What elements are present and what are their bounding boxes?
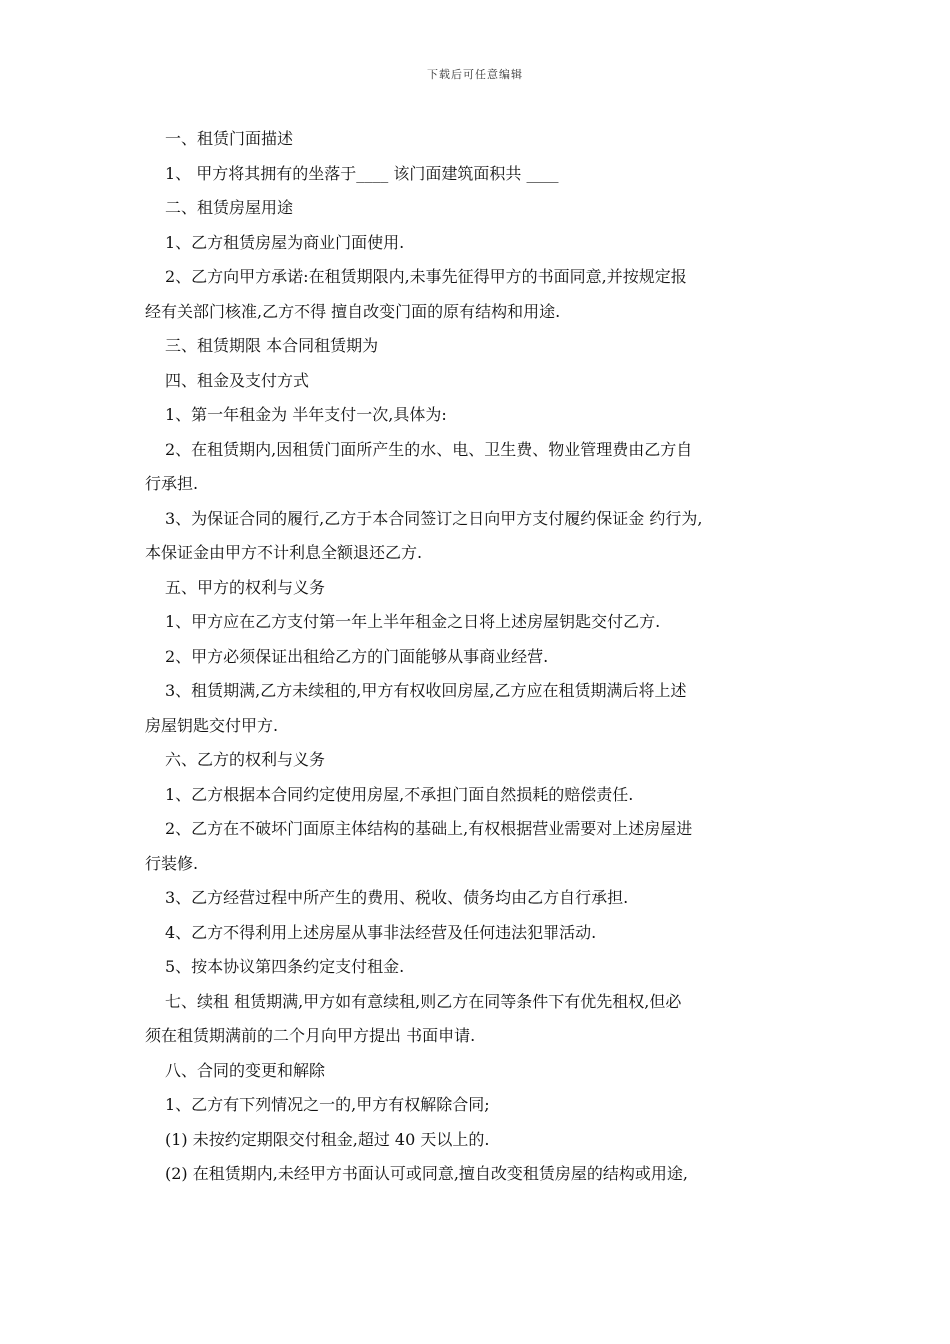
- text-line: 1、乙方根据本合同约定使用房屋,不承担门面自然损耗的赔偿责任.: [165, 784, 634, 804]
- text-line: 3、乙方经营过程中所产生的费用、税收、债务均由乙方自行承担.: [165, 888, 629, 907]
- text-line: 本保证金由甲方不计利息全额退还乙方.: [145, 543, 423, 562]
- text-line: 行承担.: [145, 474, 199, 493]
- text-line: 六、乙方的权利与义务: [165, 750, 326, 769]
- text-line: 2、乙方在不破坏门面原主体结构的基础上,有权根据营业需要对上述房屋进: [165, 819, 693, 838]
- text-line: 2、乙方向甲方承诺:在租赁期限内,未事先征得甲方的书面同意,并按规定报: [165, 267, 687, 286]
- text-line: 三、租赁期限 本合同租赁期为: [165, 336, 379, 355]
- text-line: (1) 未按约定期限交付租金,超过 40 天以上的.: [165, 1129, 490, 1149]
- text-line: (2) 在租赁期内,未经甲方书面认可或同意,擅自改变租赁房屋的结构或用途,: [165, 1164, 689, 1183]
- text-line: 4、乙方不得利用上述房屋从事非法经营及任何违法犯罪活动.: [165, 922, 597, 942]
- text-line: 2、甲方必须保证出租给乙方的门面能够从事商业经营.: [165, 646, 549, 666]
- text-line: 二、租赁房屋用途: [165, 198, 294, 217]
- text-line: 房屋钥匙交付甲方.: [145, 715, 279, 735]
- text-line: 一、租赁门面描述: [165, 129, 294, 148]
- text-line: 七、续租 租赁期满,甲方如有意续租,则乙方在同等条件下有优先租权,但必: [165, 991, 682, 1011]
- text-line: 5、按本协议第四条约定支付租金.: [165, 957, 405, 976]
- text-line: 1、乙方有下列情况之一的,甲方有权解除合同;: [165, 1095, 490, 1114]
- page-header: 下载后可任意编辑: [427, 68, 523, 81]
- text-line: 1、 甲方将其拥有的坐落于____ 该门面建筑面积共 ____: [165, 163, 559, 183]
- text-line: 四、租金及支付方式: [165, 370, 310, 390]
- text-line: 行装修.: [145, 853, 199, 873]
- text-line: 2、在租赁期内,因租赁门面所产生的水、电、卫生费、物业管理费由乙方自: [165, 439, 693, 459]
- text-line: 1、乙方租赁房屋为商业门面使用.: [165, 232, 405, 252]
- text-line: 经有关部门核准,乙方不得 擅自改变门面的原有结构和用途.: [145, 301, 561, 321]
- text-line: 1、甲方应在乙方支付第一年上半年租金之日将上述房屋钥匙交付乙方.: [165, 612, 661, 631]
- contract-body: [145, 122, 815, 1192]
- text-line: 五、甲方的权利与义务: [165, 577, 326, 597]
- text-line: 3、为保证合同的履行,乙方于本合同签订之日向甲方支付履约保证金 约行为,: [165, 508, 703, 528]
- text-line: 八、合同的变更和解除: [165, 1060, 326, 1080]
- text-line: 须在租赁期满前的二个月向甲方提出 书面申请.: [145, 1026, 476, 1045]
- text-line: 3、租赁期满,乙方未续租的,甲方有权收回房屋,乙方应在租赁期满后将上述: [165, 681, 687, 700]
- text-line: 1、第一年租金为 半年支付一次,具体为:: [165, 405, 447, 424]
